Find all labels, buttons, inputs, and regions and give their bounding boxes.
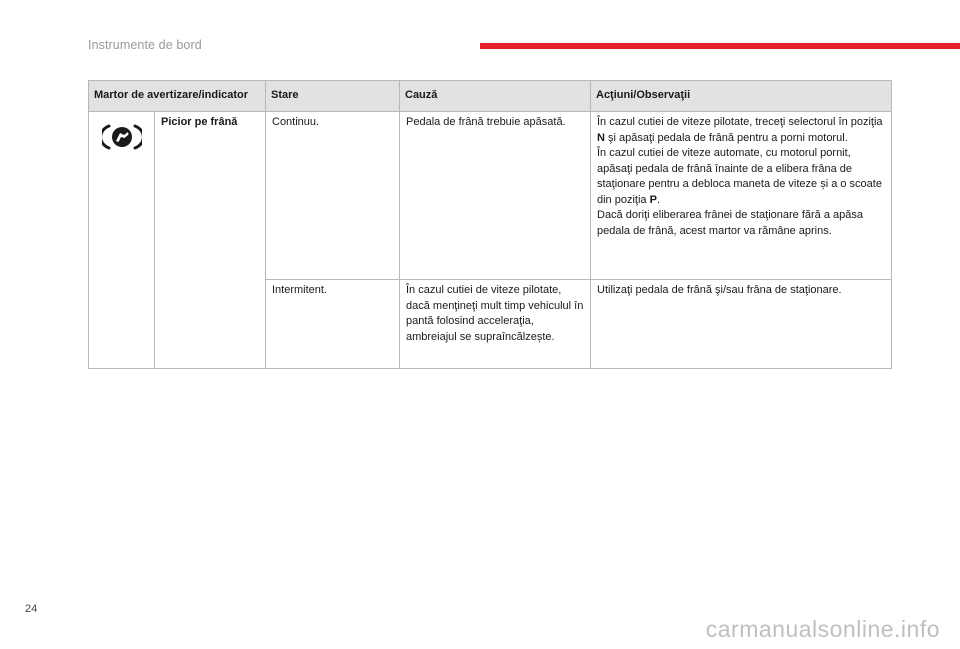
action-cell (591, 112, 892, 280)
watermark: carmanualsonline.info (705, 616, 940, 642)
column-header-state: Stare (266, 81, 400, 112)
gear-position-p: P (649, 193, 657, 206)
warning-indicator-table (88, 80, 892, 369)
cause-cell: Pedala de frână trebuie apăsată. (400, 112, 591, 280)
column-header-actions: Acţiuni/Observaţii (591, 81, 892, 112)
action-cell: Utilizaţi pedala de frână şi/sau frâna de staţionare. (591, 280, 892, 369)
table-row (89, 112, 892, 280)
header-accent-bar (480, 43, 960, 49)
page-number: 24 (25, 603, 38, 615)
indicator-icon-cell (89, 112, 155, 369)
section-title: Instrumente de bord (88, 38, 202, 52)
action-paragraph: În cazul cutiei de viteze pilotate, treceţi selectorul în poziţia N şi apăsaţi pedala de frână pentru a porni motorul. (597, 116, 883, 144)
column-header-cause: Cauză (400, 81, 591, 112)
indicator-name: Picior pe frână (155, 112, 266, 369)
cause-cell: În cazul cutiei de viteze pilotate, dacă menţineţi mult timp vehiculul în pantă folosind acceleraţia, ambreiajul se supraîncălzește. (400, 280, 591, 369)
table-header-row (89, 81, 892, 112)
gear-position-n: N (597, 131, 605, 144)
state-cell: Continuu. (266, 112, 400, 280)
column-header-indicator: Martor de avertizare/indicator (89, 81, 266, 112)
action-paragraph: În cazul cutiei de viteze automate, cu motorul pornit, apăsaţi pedala de frână înainte de a elibera frâna de staţionare pentru a debloca maneta de viteze și a o scoate din poziţia P. (597, 147, 882, 206)
foot-on-brake-warning-icon (102, 122, 142, 152)
action-paragraph: Dacă doriţi eliberarea frânei de staţionare fără a apăsa pedala de frână, acest martor va rămâne aprins. (597, 209, 863, 237)
state-cell: Intermitent. (266, 280, 400, 369)
